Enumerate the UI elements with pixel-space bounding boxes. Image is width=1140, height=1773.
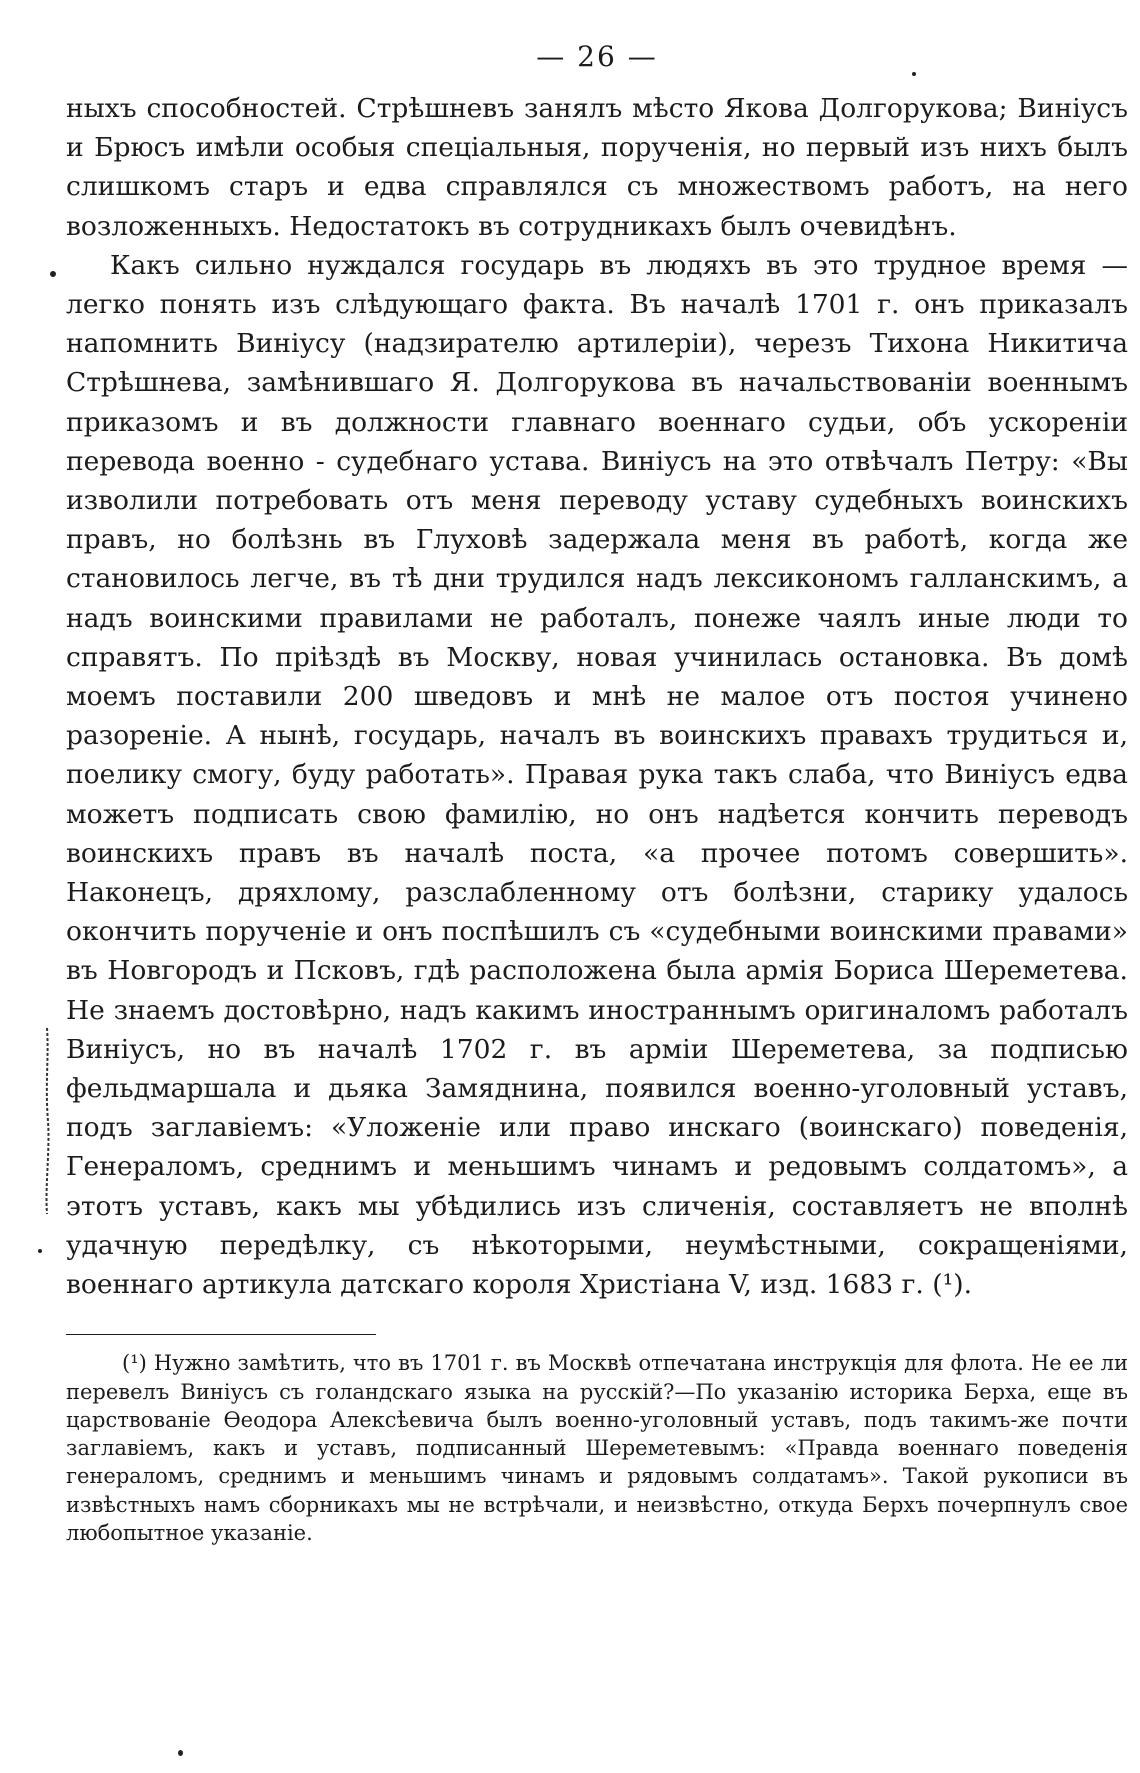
speck-mark xyxy=(178,1750,183,1756)
paragraph-2: Какъ сильно нуждался государь въ людяхъ въ это трудное время — легко понять изъ слѣдующаго факта. Въ началѣ 1701 г. онъ приказалъ напомнить Виніусу (надзирателю артилеріи), черезъ Тихона Никитича Стрѣшнева, замѣнившаго Я. Долгорукова въ начальствованіи военнымъ приказомъ и въ должности главнаго военнаго судьи, объ ускореніи перевода военно - судебнаго устава. Виніусъ на это отвѣчалъ Петру: «Вы изволили потребовать отъ меня переводу уставу судебныхъ воинскихъ правъ, но болѣзнь въ Глуховѣ задержала меня въ работѣ, когда же становилось легче, въ тѣ дни трудился надъ лексикономъ галланскимъ, а надъ воинскими правилами не работалъ, понеже чаялъ иные люди то справятъ. По пріѣздѣ въ Москву, новая учинилась остановка. Въ домѣ моемъ поставили 200 шведовъ и мнѣ не малое отъ постоя учинено разореніе. А нынѣ, государь, началъ въ воинскихъ правахъ трудиться и, поелику смогу, буду работать». Правая рука такъ слаба, что Виніусъ едва можетъ подписать свою фамилію, но онъ надѣется кончить переводъ воинскихъ правъ въ началѣ поста, «а прочее потомъ совершить». Наконецъ, дряхлому, разслабленному отъ болѣзни, старику удалось окончить порученіе и онъ поспѣшилъ съ «судебными воинскими правами» въ Новгородъ и Псковъ, гдѣ расположена была армія Бориса Шереметева. Не знаемъ достовѣрно, надъ какимъ иностраннымъ оригиналомъ работалъ Виніусъ, но въ началѣ 1702 г. въ арміи Шереметева, за подписью фельдмаршала и дьяка Замяднина, появился военно-уголовный уставъ, подъ заглавіемъ: «Уложеніе или право инскаго (воинскаго) поведенія, Генераломъ, среднимъ и меньшимъ чинамъ и редовымъ солдатомъ», а этотъ уставъ, какъ мы убѣдились изъ сличенія, составляетъ не вполнѣ удачную передѣлку, съ нѣкоторыми, неумѣстными, сокращеніями, военнаго артикула датскаго короля Христіана V, изд. 1683 г. (¹). xyxy=(66,249,1128,1301)
speck-mark xyxy=(50,271,56,277)
speck-mark xyxy=(912,72,916,76)
margin-pencil-mark xyxy=(40,1026,54,1216)
speck-mark xyxy=(38,1249,42,1253)
main-text xyxy=(66,89,1128,1304)
page-number: — 26 — xyxy=(536,40,658,73)
footnote-1: (¹) Нужно замѣтить, что въ 1701 г. въ Москвѣ отпечатана инструкція для флота. Не ее ли перевелъ Виніусъ съ голандскаго языка на русскій?—По указанію историка Берха, еще въ царствованіе Ѳеодора Алексѣевича былъ военно-уголовный уставъ, подъ такимъ-же почти заглавіемъ, какъ и уставъ, подписанный Шереметевымъ: «Правда военнаго поведенія генераломъ, среднимъ и меньшимъ чинамъ и рядовымъ солдатамъ». Такой рукописи въ извѣстныхъ намъ сборникахъ мы не встрѣчали, и неизвѣстно, откуда Берхъ почерпнулъ свое любопытное указаніе. xyxy=(66,1351,1128,1546)
paragraph-1: ныхъ способностей. Стрѣшневъ занялъ мѣсто Якова Долгорукова; Виніусъ и Брюсъ имѣли особыя спеціальныя, порученія, но первый изъ нихъ былъ слишкомъ старъ и едва справлялся съ множествомъ работъ, на него возложенныхъ. Недостатокъ въ сотрудникахъ былъ очевидѣнъ. xyxy=(66,93,1128,242)
footnote-divider xyxy=(66,1334,376,1335)
book-page xyxy=(66,40,1128,1547)
